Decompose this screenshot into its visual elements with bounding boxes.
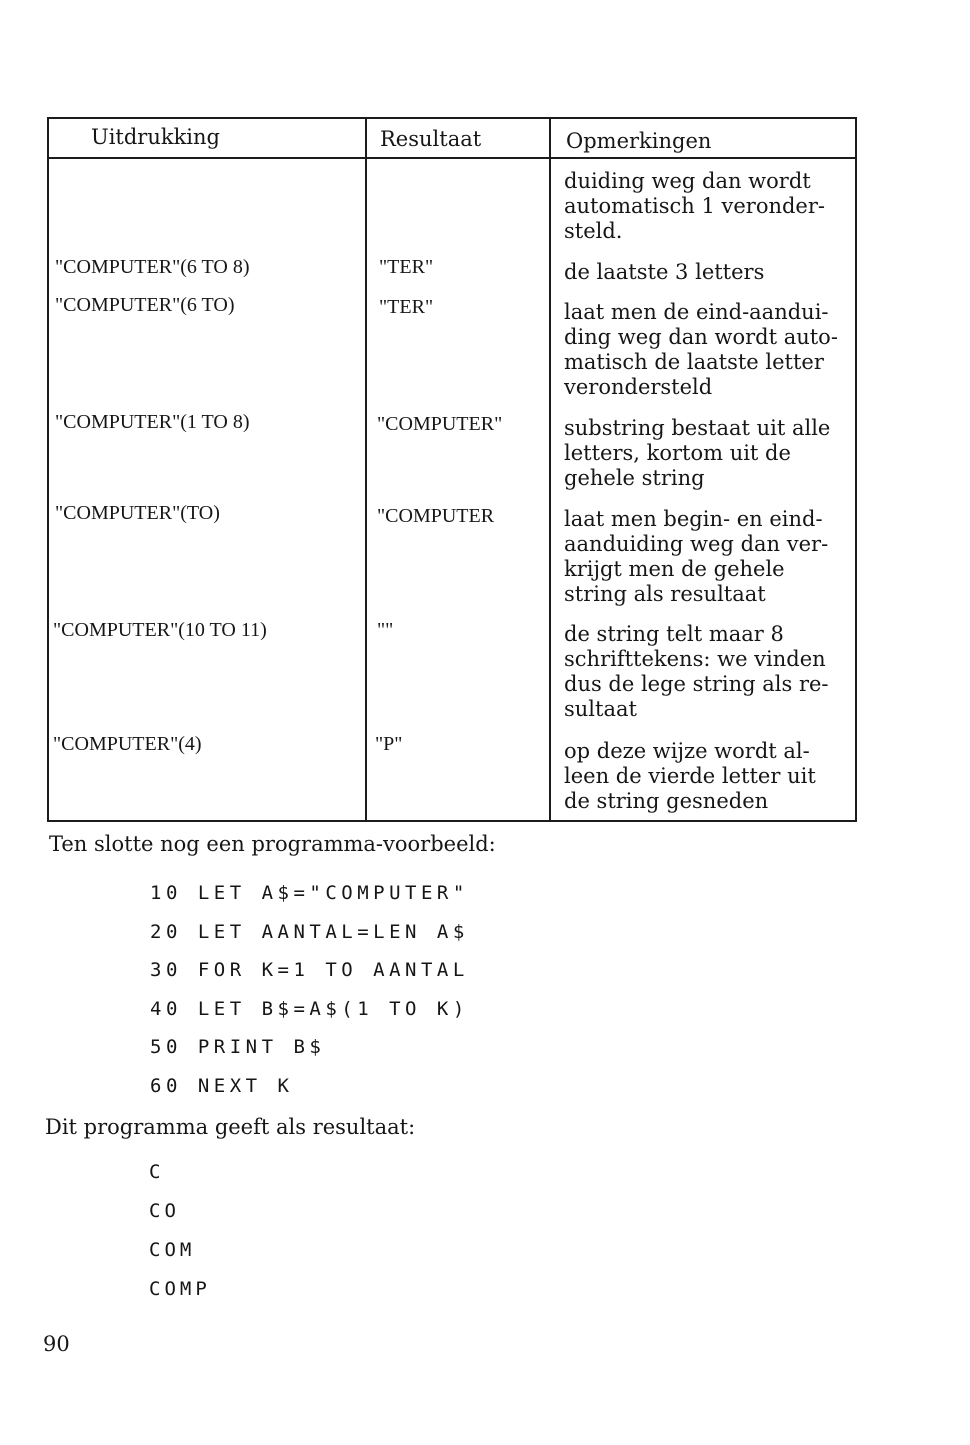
note-cell: laat men de eind-aandui- ding weg dan wordt auto- matisch de laatste letter verondersteld [564, 300, 838, 399]
expr-cell: "COMPUTER"(4) [53, 733, 202, 755]
note-cell: op deze wijze wordt al- leen de vierde letter uit de string gesneden [564, 739, 816, 813]
header-uitdrukking: Uitdrukking [91, 125, 220, 149]
note-cell: substring bestaat uit alle letters, kortom uit de gehele string [564, 416, 831, 490]
header-opmerkingen: Opmerkingen [566, 129, 712, 153]
program-output: C CO COM COMP [149, 1161, 211, 1300]
program-intro: Ten slotte nog een programma-voorbeeld: [49, 832, 496, 856]
output-intro: Dit programma geeft als resultaat: [45, 1115, 416, 1139]
expr-cell: "COMPUTER"(TO) [55, 502, 220, 524]
column-divider [365, 119, 367, 820]
header-resultaat: Resultaat [380, 127, 482, 151]
result-cell: "COMPUTER [377, 505, 495, 527]
result-cell: "TER" [379, 256, 434, 278]
result-cell: "TER" [379, 296, 434, 318]
substring-table [47, 117, 857, 822]
note-cell: laat men begin- en eind- aanduiding weg dan ver- krijgt men de gehele string als resultaat [564, 507, 829, 606]
expr-cell: "COMPUTER"(1 TO 8) [55, 411, 250, 433]
expr-cell: "COMPUTER"(6 TO) [55, 294, 235, 316]
column-divider [549, 119, 551, 820]
result-cell: "P" [375, 733, 403, 755]
continued-note: duiding weg dan wordt automatisch 1 veronder- steld. [564, 169, 825, 243]
result-cell: "" [377, 619, 394, 641]
note-cell: de laatste 3 letters [564, 260, 765, 284]
expr-cell: "COMPUTER"(10 TO 11) [53, 619, 267, 641]
page-number: 90 [43, 1332, 70, 1356]
note-cell: de string telt maar 8 schrifttekens: we vinden dus de lege string als re- sultaat [564, 622, 829, 721]
program-listing: 10 LET A$="COMPUTER" 20 LET AANTAL=LEN A$ 30 FOR K=1 TO AANTAL 40 LET B$=A$(1 TO K) 50 PRINT B$ 60 NEXT K [150, 882, 469, 1097]
expr-cell: "COMPUTER"(6 TO 8) [55, 256, 250, 278]
result-cell: "COMPUTER" [377, 413, 503, 435]
header-divider [49, 157, 855, 159]
